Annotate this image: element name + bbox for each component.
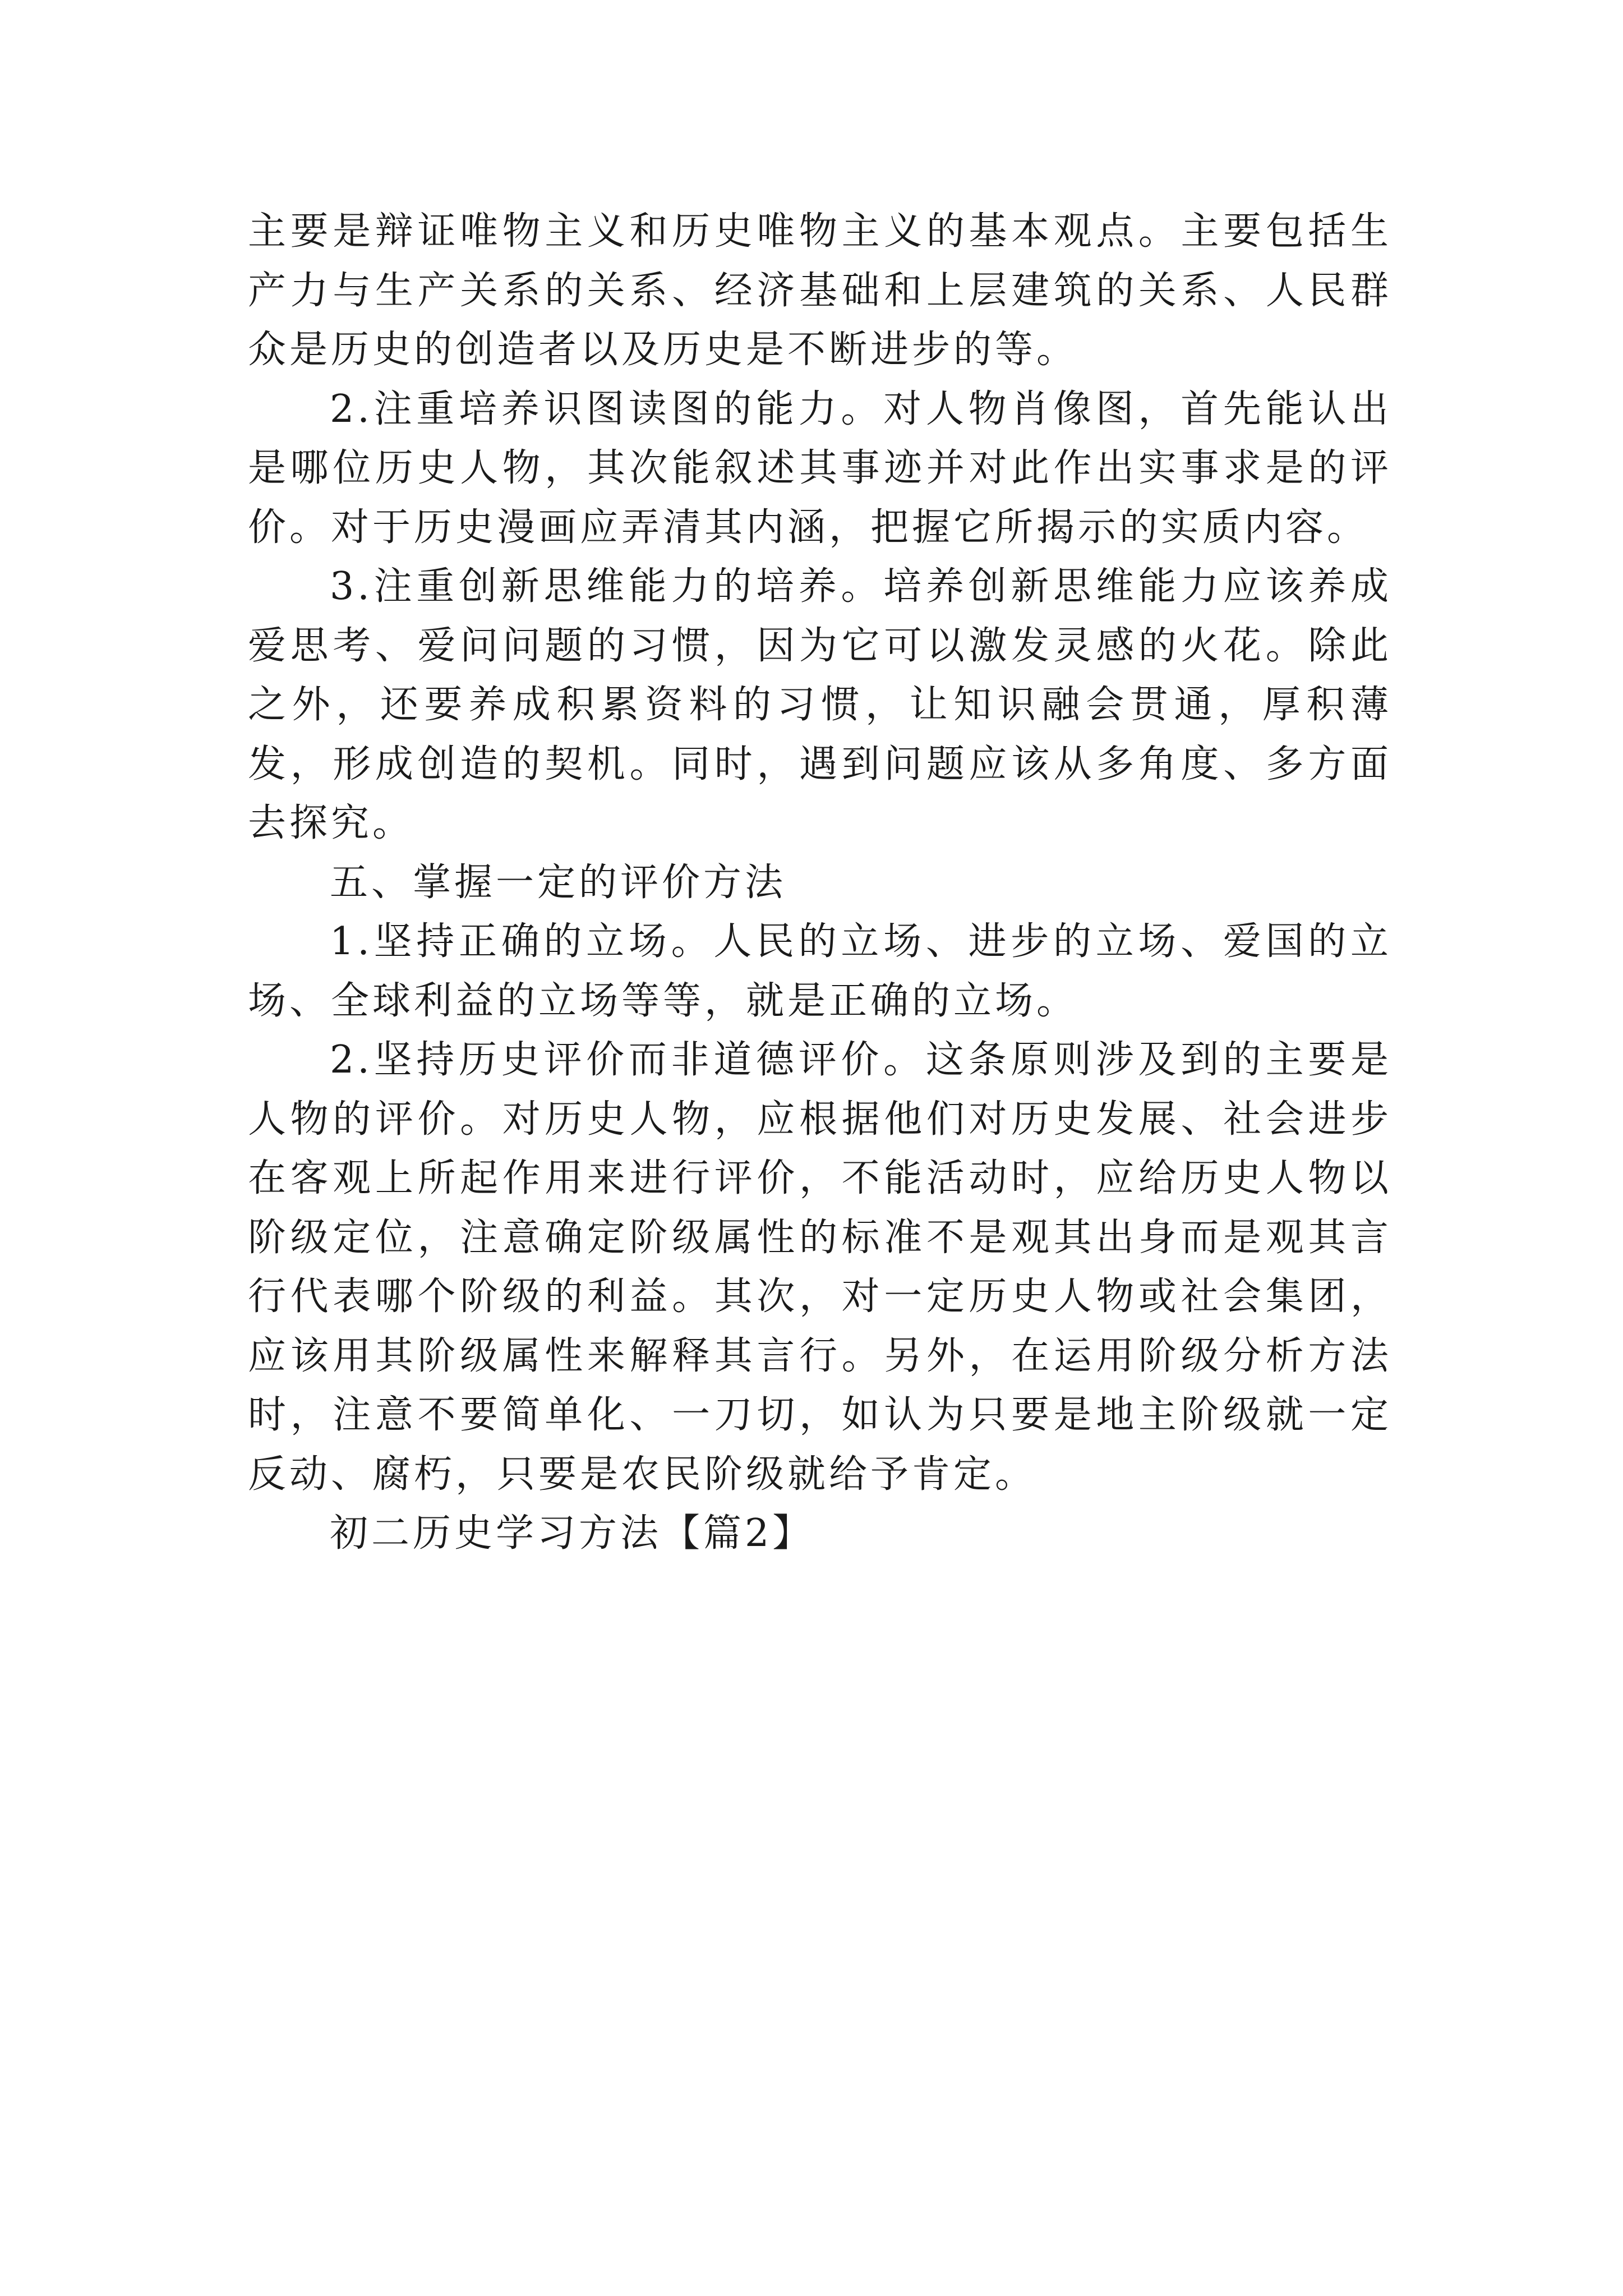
paragraph-basic-viewpoints: 主要是辩证唯物主义和历史唯物主义的基本观点。主要包括生产力与生产关系的关系、经济基础和上层建筑的关系、人民群众是历史的创造者以及历史是不断进步的等。 xyxy=(248,209,1392,372)
paragraph-innovative-thinking: 3.注重创新思维能力的培养。培养创新思维能力应该养成爱思考、爱问问题的习惯，因为它可以激发灵感的火花。除此之外，还要养成积累资料的习惯，让知识融会贯通，厚积薄发，形成创造的契机。同时，遇到问题应该从多角度、多方面去探究。 xyxy=(248,564,1392,845)
article-heading-part-2: 初二历史学习方法【篇2】 xyxy=(330,1511,814,1556)
paragraph-map-reading: 2.注重培养识图读图的能力。对人物肖像图，首先能认出是哪位历史人物，其次能叙述其事迹并对此作出实事求是的评价。对于历史漫画应弄清其内涵，把握它所揭示的实质内容。 xyxy=(248,386,1392,550)
document-body xyxy=(248,202,1392,1563)
section-heading-evaluation-methods: 五、掌握一定的评价方法 xyxy=(330,860,787,905)
paragraph-historical-evaluation: 2.坚持历史评价而非道德评价。这条原则涉及到的主要是人物的评价。对历史人物，应根据他们对历史发展、社会进步在客观上所起作用来进行评价，不能活动时，应给历史人物以阶级定位，注意确定阶级属性的标准不是观其出身而是观其言行代表哪个阶级的利益。其次，对一定历史人物或社会集团，应该用其阶级属性来解释其言行。另外，在运用阶级分析方法时，注意不要简单化、一刀切，如认为只要是地主阶级就一定反动、腐朽，只要是农民阶级就给予肯定。 xyxy=(248,1038,1392,1497)
paragraph-correct-stance: 1.坚持正确的立场。人民的立场、进步的立场、爱国的立场、全球利益的立场等等，就是正确的立场。 xyxy=(248,919,1392,1023)
